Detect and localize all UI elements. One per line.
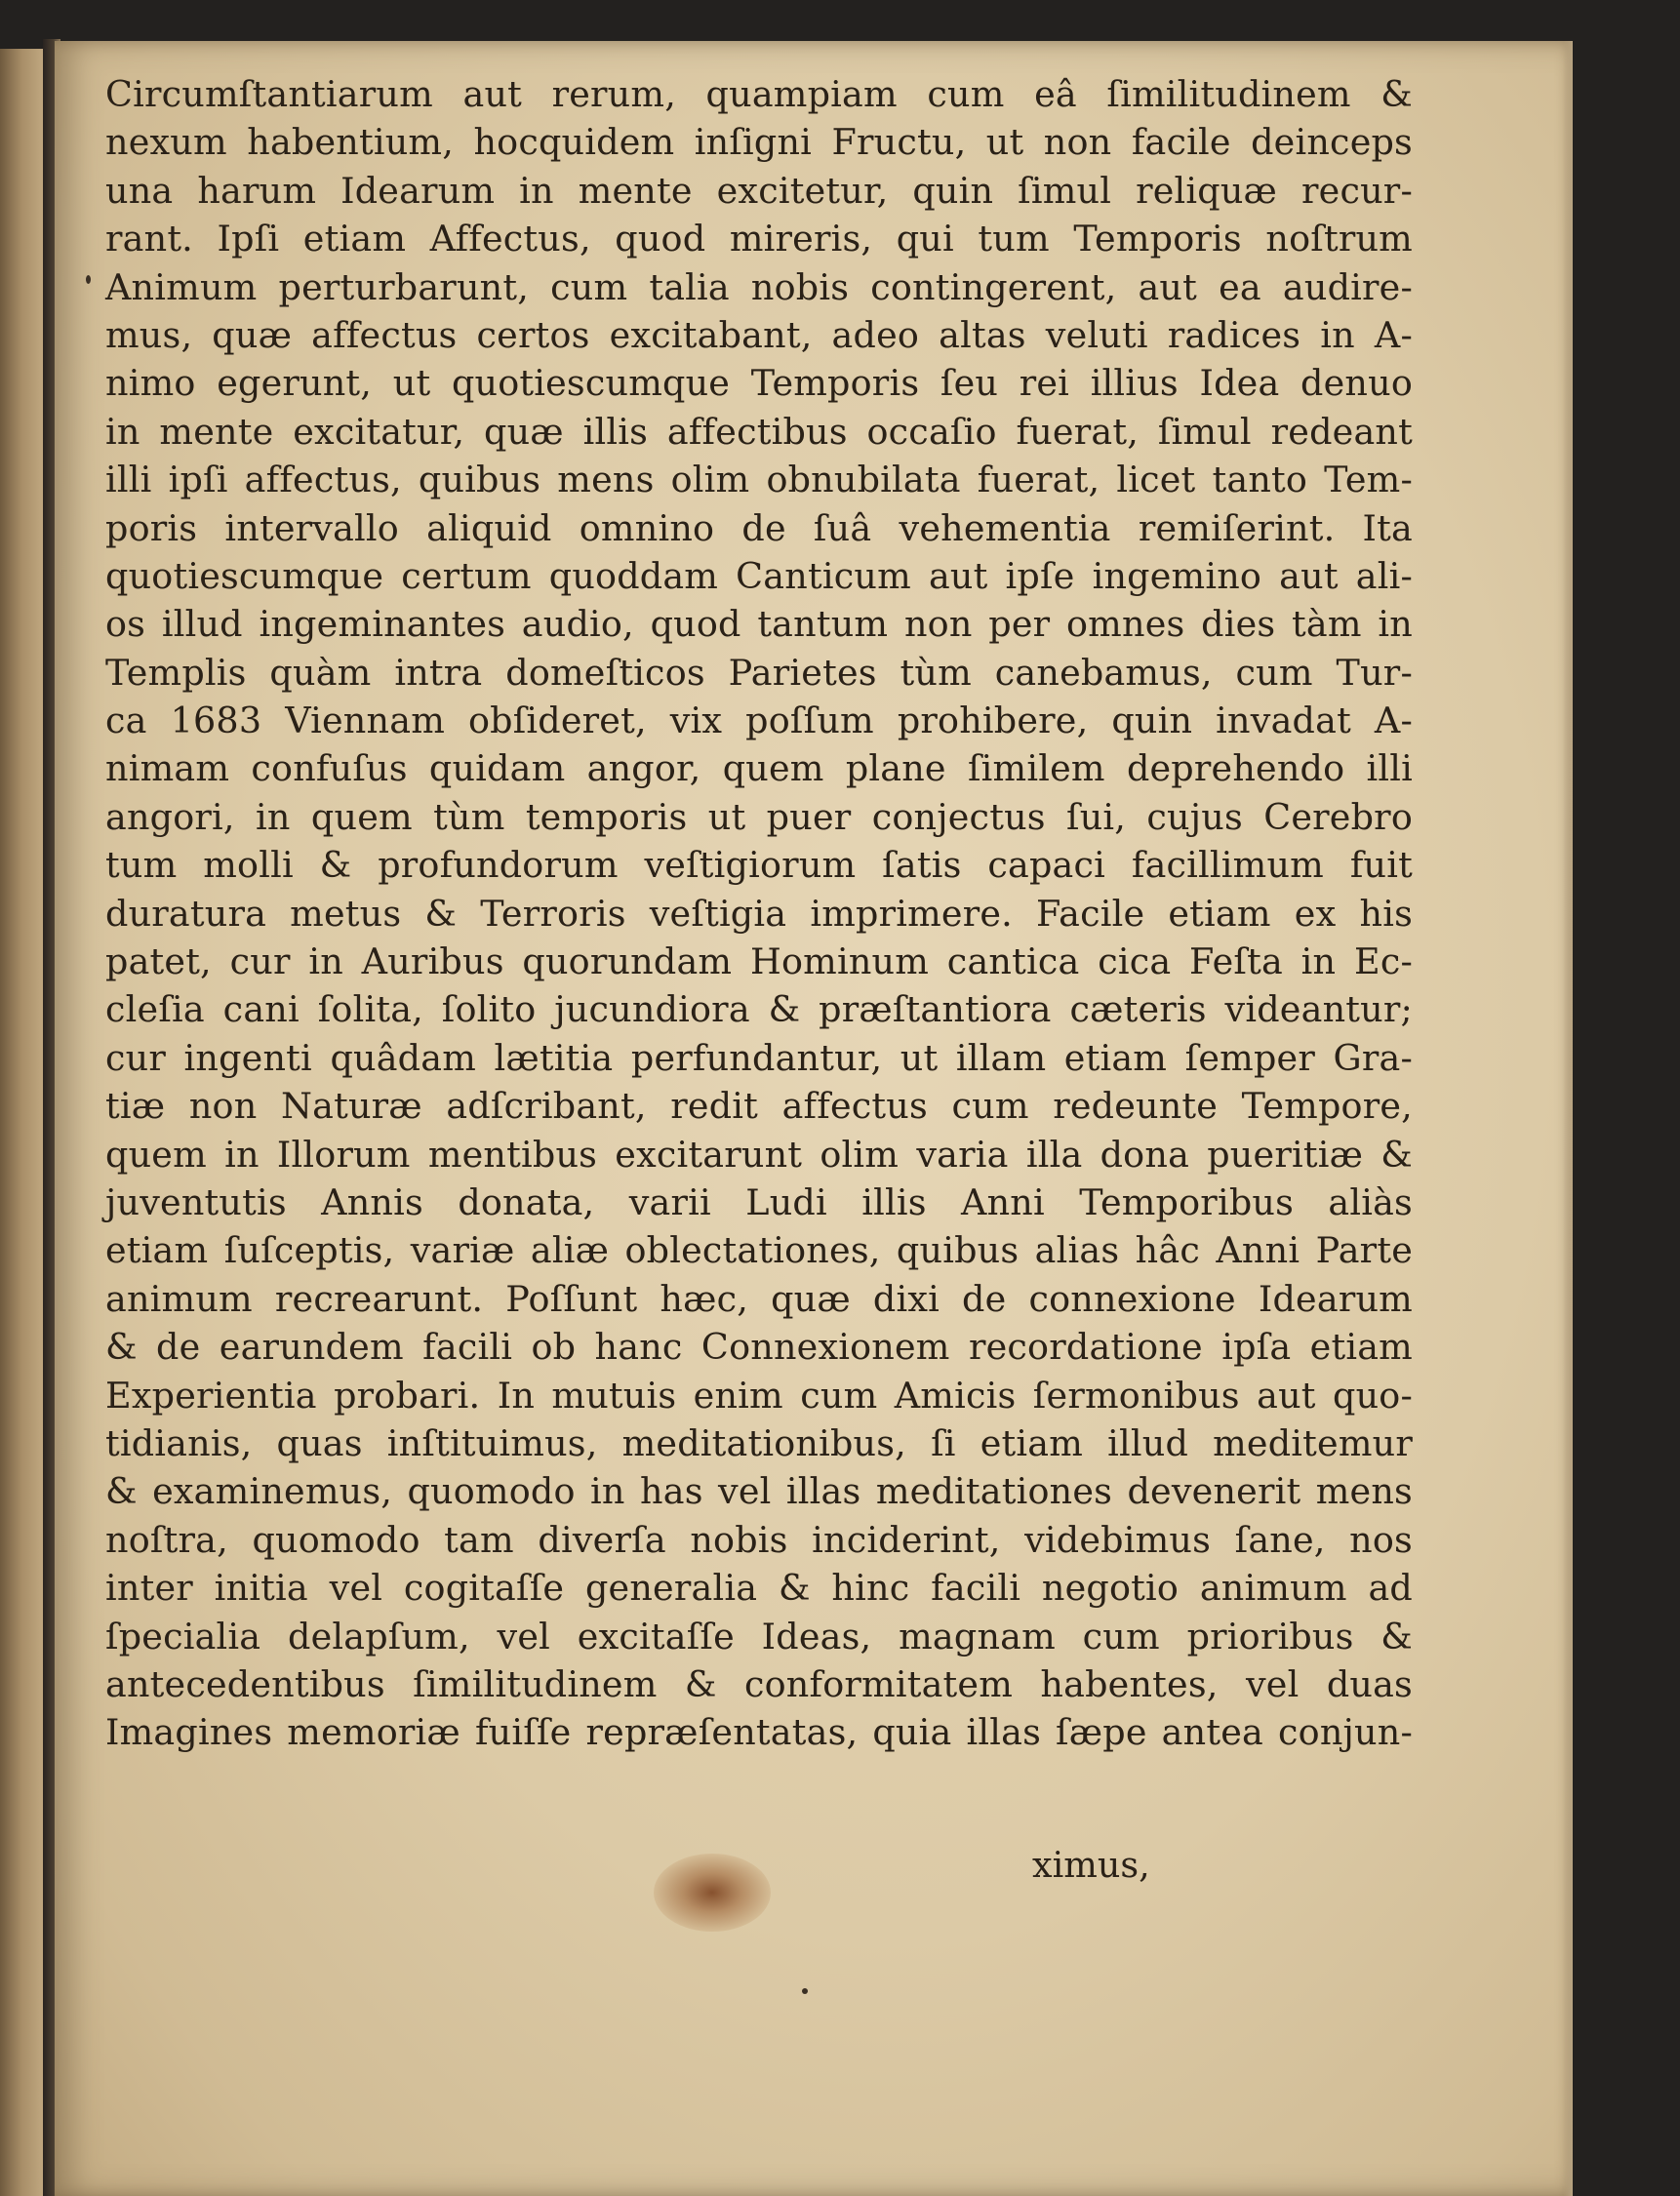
text-line: Imagines memoriæ fuiſſe repræſentatas, quia illas ſæpe antea conjun- [105,1711,1413,1754]
text-line: nimam confuſus quidam angor, quem plane ſimilem deprehendo illi [105,747,1413,790]
text-line: rant. Ipſi etiam Affectus, quod mireris, qui tum Temporis noſtrum [105,218,1413,260]
text-line: una harum Idearum in mente excitetur, quin ſimul reliquæ recur- [105,169,1413,212]
ink-speck [802,1988,808,1994]
catchword: ximus, [1032,1844,1150,1886]
text-line: Experientia probari. In mutuis enim cum Amicis ſermonibus aut quo- [105,1374,1413,1417]
text-line: nexum habentium, hocquidem inſigni Fructu, ut non facile deinceps [105,121,1413,164]
ink-speck [86,275,91,284]
text-line: nimo egerunt, ut quotiescumque Temporis ſeu rei illius Idea denuo [105,362,1413,405]
body-text [105,70,1413,1757]
text-line: mus, quæ affectus certos excitabant, adeo altas veluti radices in A- [105,313,1413,356]
text-line: tiæ non Naturæ adſcribant, redit affectus cum redeunte Tempore, [105,1085,1413,1128]
text-line: patet, cur in Auribus quorundam Hominum cantica cica Feſta in Ec- [105,940,1413,983]
text-line: inter initia vel cogitaſſe generalia & hinc facili negotio animum ad [105,1567,1413,1610]
text-line: quotiescumque certum quoddam Canticum aut ipſe ingemino aut ali- [105,554,1413,597]
facing-page-edge [0,49,49,2196]
text-line: animum recrearunt. Poſſunt hæc, quæ dixi de connexione Idearum [105,1277,1413,1320]
text-line: Animum perturbarunt, cum talia nobis contingerent, aut ea audire- [105,265,1413,308]
text-line: tidianis, quas inſtituimus, meditationibus, ſi etiam illud meditemur [105,1421,1413,1464]
text-line: noſtra, quomodo tam diverſa nobis inciderint, videbimus ſane, nos [105,1518,1413,1561]
text-line: Circumſtantiarum aut rerum, quampiam cum eâ ſimilitudinem & [105,73,1413,115]
text-line: quem in Illorum mentibus excitarunt olim varia illa dona pueritiæ & [105,1133,1413,1176]
text-line: tum molli & profundorum veſtigiorum ſatis capaci facillimum fuit [105,844,1413,887]
text-line: ſpecialia delapſum, vel excitaſſe Ideas, magnam cum prioribus & [105,1615,1413,1657]
text-line: angori, in quem tùm temporis ut puer conjectus ſui, cujus Cerebro [105,795,1413,838]
text-line: in mente excitatur, quæ illis affectibus occaſio fuerat, ſimul redeant [105,410,1413,453]
text-line: & de earundem facili ob hanc Connexionem recordatione ipſa etiam [105,1326,1413,1369]
paper-stain [654,1854,771,1932]
text-line: duratura metus & Terroris veſtigia imprimere. Facile etiam ex his [105,892,1413,935]
text-line: ca 1683 Viennam obſideret, vix poſſum prohibere, quin invadat A- [105,699,1413,742]
text-line: Templis quàm intra domeſticos Parietes tùm canebamus, cum Tur- [105,651,1413,694]
text-line: cur ingenti quâdam lætitia perfundantur, ut illam etiam ſemper Gra- [105,1036,1413,1079]
text-line: antecedentibus ſimilitudinem & conformitatem habentes, vel duas [105,1662,1413,1705]
text-line: os illud ingeminantes audio, quod tantum non per omnes dies tàm in [105,603,1413,646]
text-line: illi ipſi affectus, quibus mens olim obnubilata fuerat, licet tanto Tem- [105,459,1413,501]
text-line: etiam ſuſceptis, variæ aliæ oblectationes, quibus alias hâc Anni Parte [105,1229,1413,1272]
text-line: juventutis Annis donata, varii Ludi illis Anni Temporibus aliàs [105,1180,1413,1223]
text-line: cleſia cani ſolita, ſolito jucundiora & præſtantiora cæteris videantur; [105,988,1413,1031]
text-line: poris intervallo aliquid omnino de ſuâ vehementia remiſerint. Ita [105,506,1413,549]
page-edge [1563,41,1573,2196]
text-line: & examinemus, quomodo in has vel illas meditationes devenerit mens [105,1470,1413,1513]
